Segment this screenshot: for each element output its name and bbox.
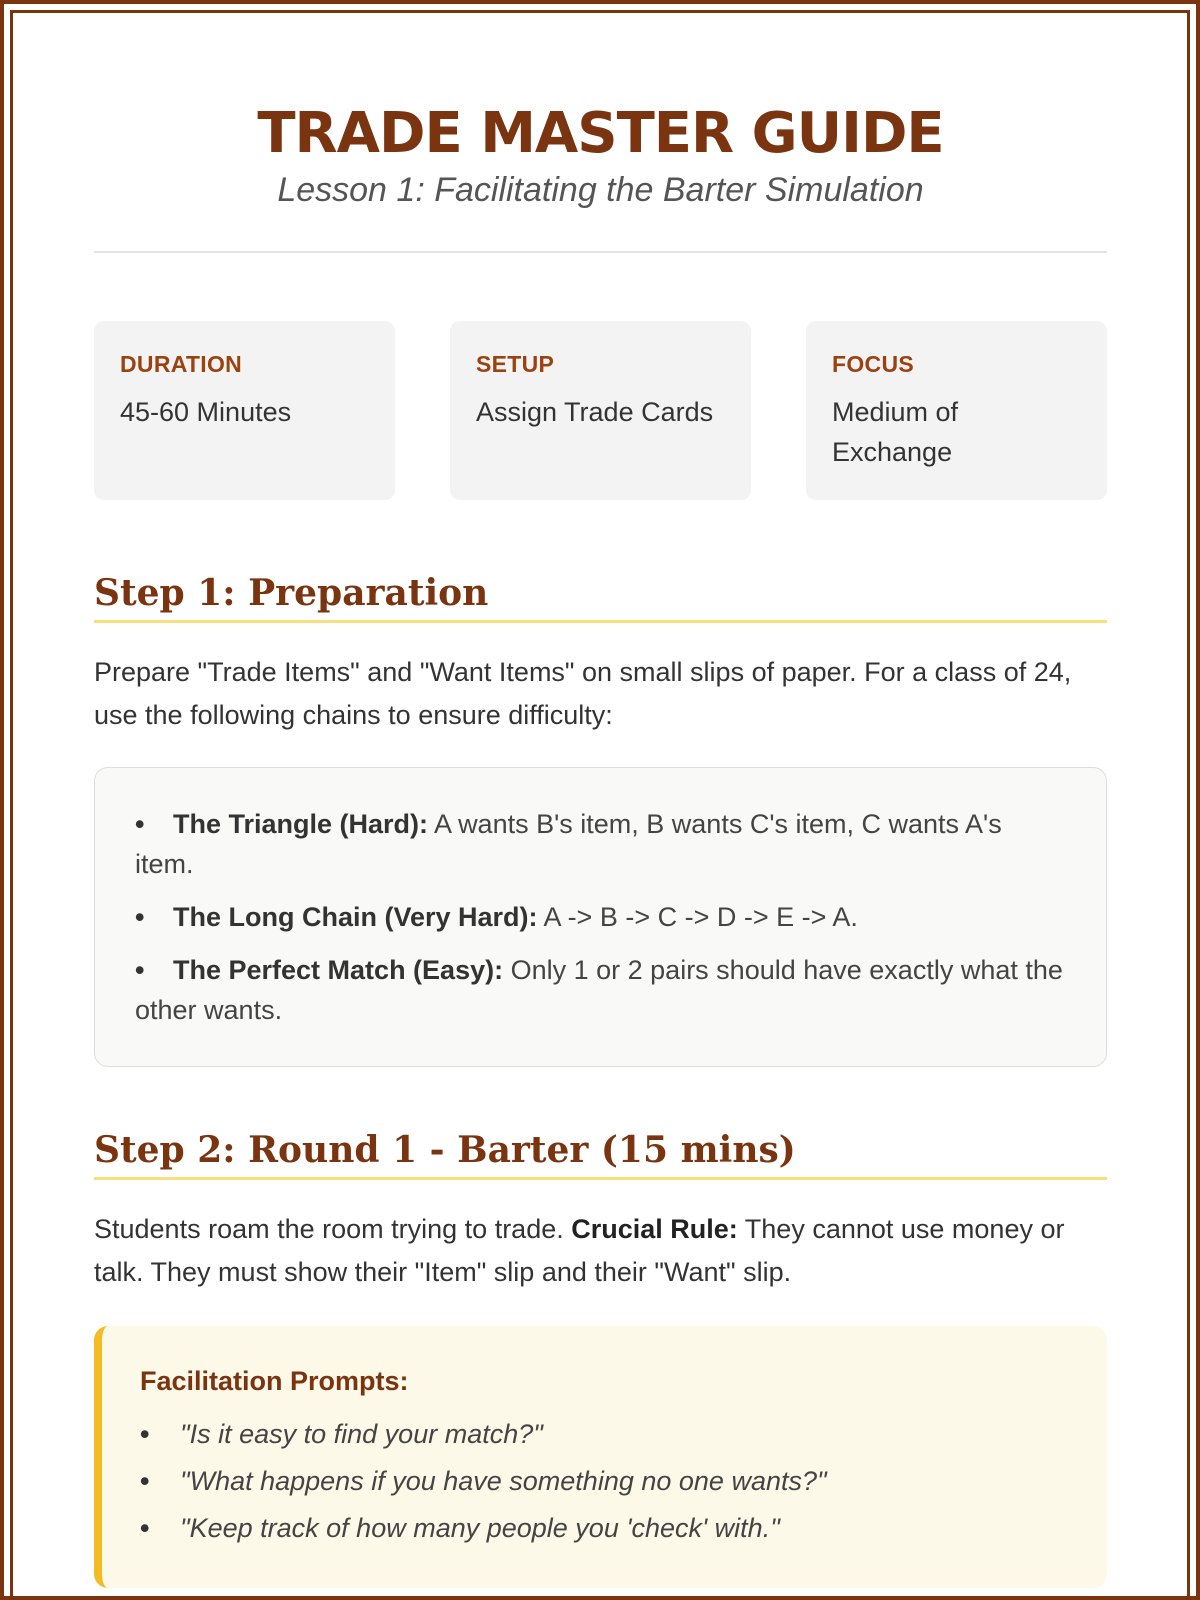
card-label: FOCUS bbox=[832, 351, 914, 377]
bullet-icon: • bbox=[140, 1466, 150, 1496]
step2-heading: Step 2: Round 1 - Barter (15 mins) bbox=[94, 1129, 1107, 1180]
prompts-list bbox=[140, 1411, 1067, 1552]
page-inner-border bbox=[10, 10, 1190, 1600]
card-value: 45-60 Minutes bbox=[120, 397, 292, 427]
list-item bbox=[135, 950, 1066, 1030]
bullet-icon: • bbox=[135, 902, 145, 932]
card-value: Assign Trade Cards bbox=[476, 397, 714, 427]
list-item bbox=[135, 897, 1066, 937]
chain-list-box bbox=[94, 767, 1107, 1067]
bullet-icon: • bbox=[135, 955, 145, 985]
list-item bbox=[135, 804, 1066, 884]
guide-content bbox=[94, 13, 1107, 1588]
guide-title: TRADE MASTER GUIDE bbox=[257, 101, 944, 166]
info-card-duration bbox=[94, 321, 395, 500]
card-label: SETUP bbox=[476, 351, 555, 377]
list-item bbox=[140, 1458, 1067, 1505]
guide-header bbox=[94, 13, 1107, 211]
info-card-setup bbox=[450, 321, 751, 500]
chain-list bbox=[135, 804, 1066, 1030]
bullet-icon: • bbox=[140, 1513, 150, 1543]
step1-intro: Prepare "Trade Items" and "Want Items" on small slips of paper. For a class of 24, use the following chains to ensure difficulty: bbox=[94, 657, 1072, 730]
step2-text bbox=[94, 1208, 1107, 1294]
header-divider bbox=[94, 251, 1107, 253]
crucial-rule-label: Crucial Rule: bbox=[571, 1214, 738, 1244]
prompts-title: Facilitation Prompts: bbox=[140, 1366, 409, 1396]
chain-desc: A wants B's item, B wants C's item, C wants A's item. bbox=[135, 809, 1002, 879]
bullet-icon: • bbox=[135, 809, 145, 839]
info-card-focus bbox=[806, 321, 1107, 500]
facilitation-prompts-box bbox=[94, 1326, 1107, 1588]
info-cards bbox=[94, 321, 1107, 500]
prompt-text: "Is it easy to find your match?" bbox=[180, 1419, 543, 1449]
chain-name: The Long Chain (Very Hard): bbox=[173, 902, 538, 932]
list-item bbox=[140, 1411, 1067, 1458]
prompt-text: "Keep track of how many people you 'check' with." bbox=[180, 1513, 780, 1543]
chain-name: The Perfect Match (Easy): bbox=[173, 955, 504, 985]
step2-text-after: They cannot use money or talk. They must show their "Item" slip and their "Want" slip. bbox=[94, 1214, 1065, 1287]
bullet-icon: • bbox=[140, 1419, 150, 1449]
chain-name: The Triangle (Hard): bbox=[173, 809, 429, 839]
chain-desc: A -> B -> C -> D -> E -> A. bbox=[537, 902, 858, 932]
card-value: Medium of Exchange bbox=[832, 397, 959, 467]
step2-text-before: Students roam the room trying to trade. bbox=[94, 1214, 572, 1244]
card-label: DURATION bbox=[120, 351, 243, 377]
list-item bbox=[140, 1505, 1067, 1552]
step1-heading: Step 1: Preparation bbox=[94, 572, 1107, 623]
chain-desc: Only 1 or 2 pairs should have exactly what the other wants. bbox=[135, 955, 1063, 1025]
guide-subtitle: Lesson 1: Facilitating the Barter Simulation bbox=[277, 171, 924, 209]
prompt-text: "What happens if you have something no one wants?" bbox=[180, 1466, 827, 1496]
